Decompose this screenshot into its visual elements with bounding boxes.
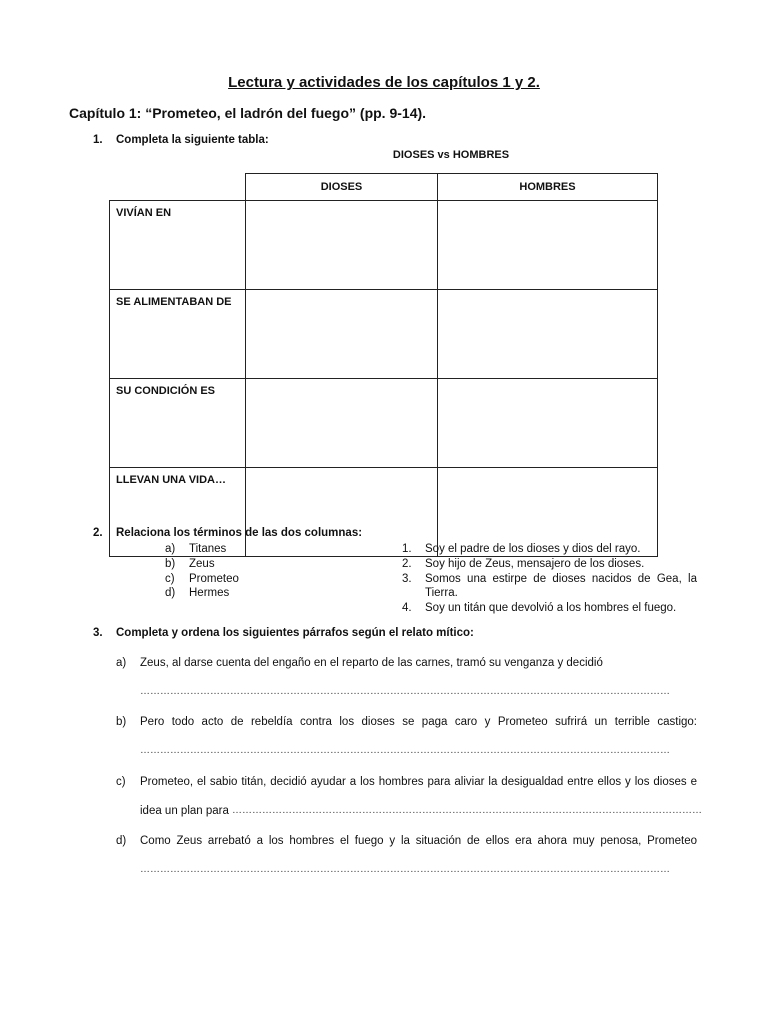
row-label-se-alimentaban-de: SE ALIMENTABAN DE bbox=[110, 290, 246, 379]
comparison-table bbox=[109, 173, 658, 557]
table-row bbox=[110, 379, 658, 468]
chapter-heading: Capítulo 1: “Prometeo, el ladrón del fuego” (pp. 9-14). bbox=[69, 105, 427, 121]
question-3-number: 3. bbox=[93, 627, 103, 639]
table-caption: DIOSES vs HOMBRES bbox=[392, 149, 510, 161]
paragraph-text-continuation: idea un plan para bbox=[140, 805, 229, 817]
column-header-dioses: DIOSES bbox=[246, 174, 438, 201]
paragraph-marker: d) bbox=[116, 835, 127, 847]
table-row bbox=[110, 201, 658, 290]
definition-marker: 4. bbox=[402, 602, 412, 614]
row-label-vivian-en: VIVÍAN EN bbox=[110, 201, 246, 290]
term-marker: b) bbox=[165, 558, 176, 570]
row-label-su-condicion-es: SU CONDICIÓN ES bbox=[110, 379, 246, 468]
table-row bbox=[110, 290, 658, 379]
term-marker: a) bbox=[165, 543, 176, 555]
definition-text: Soy un titán que devolvió a los hombres el fuego. bbox=[425, 602, 677, 614]
paragraph-marker: a) bbox=[116, 657, 127, 669]
row-label-llevan-una-vida: LLEVAN UNA VIDA… bbox=[110, 468, 246, 557]
definition-marker: 1. bbox=[402, 543, 412, 555]
page-title: Lectura y actividades de los capítulos 1 y 2. bbox=[228, 74, 540, 91]
definition-text: Somos una estirpe de dioses nacidos de Gea, la bbox=[425, 573, 697, 585]
question-1-number: 1. bbox=[93, 134, 103, 146]
term-text: Prometeo bbox=[189, 573, 239, 585]
paragraph-text: Como Zeus arrebató a los hombres el fuego y la situación de ellos era ahora muy penosa, Prometeo bbox=[140, 835, 697, 847]
definition-text: Soy el padre de los dioses y dios del rayo. bbox=[425, 543, 641, 555]
paragraph-text: Zeus, al darse cuenta del engaño en el reparto de las carnes, tramó su venganza y decidió bbox=[140, 657, 603, 669]
question-3-text: Completa y ordena los siguientes párrafos según el relato mítico: bbox=[116, 627, 474, 639]
answer-cell-hombres[interactable] bbox=[438, 290, 658, 379]
paragraph-text: Prometeo, el sabio titán, decidió ayudar a los hombres para aliviar la desigualdad entre ellos y los dioses e bbox=[140, 776, 697, 788]
paragraph-marker: c) bbox=[116, 776, 126, 788]
paragraph-text: Pero todo acto de rebeldía contra los dioses se paga caro y Prometeo sufrirá un terrible castigo: bbox=[140, 716, 697, 728]
definition-marker: 3. bbox=[402, 573, 412, 585]
term-text: Titanes bbox=[189, 543, 227, 555]
definition-text-continuation: Tierra. bbox=[425, 587, 458, 599]
question-1-text: Completa la siguiente tabla: bbox=[116, 134, 269, 146]
answer-cell-dioses[interactable] bbox=[246, 290, 438, 379]
question-2-text: Relaciona los términos de las dos columnas: bbox=[116, 527, 363, 539]
answer-cell-hombres[interactable] bbox=[438, 379, 658, 468]
answer-cell-dioses[interactable] bbox=[246, 379, 438, 468]
answer-dotted-line[interactable]: …………………………………………………………………………………………………………………………… bbox=[232, 805, 702, 816]
column-header-hombres: HOMBRES bbox=[438, 174, 658, 201]
term-text: Hermes bbox=[189, 587, 230, 599]
answer-cell-hombres[interactable] bbox=[438, 201, 658, 290]
term-marker: c) bbox=[165, 573, 175, 585]
answer-cell-dioses[interactable] bbox=[246, 201, 438, 290]
definition-text: Soy hijo de Zeus, mensajero de los dioses. bbox=[425, 558, 645, 570]
term-text: Zeus bbox=[189, 558, 215, 570]
table-header-row bbox=[110, 174, 658, 201]
question-2-number: 2. bbox=[93, 527, 103, 539]
answer-dotted-line[interactable]: …………………………………………………………………………………………………………………………………………… bbox=[140, 864, 670, 875]
term-marker: d) bbox=[165, 587, 176, 599]
table-corner bbox=[110, 174, 246, 201]
definition-marker: 2. bbox=[402, 558, 412, 570]
answer-dotted-line[interactable]: …………………………………………………………………………………………………………………………………………… bbox=[140, 745, 670, 756]
paragraph-marker: b) bbox=[116, 716, 127, 728]
answer-dotted-line[interactable]: …………………………………………………………………………………………………………………………………………… bbox=[140, 686, 670, 697]
